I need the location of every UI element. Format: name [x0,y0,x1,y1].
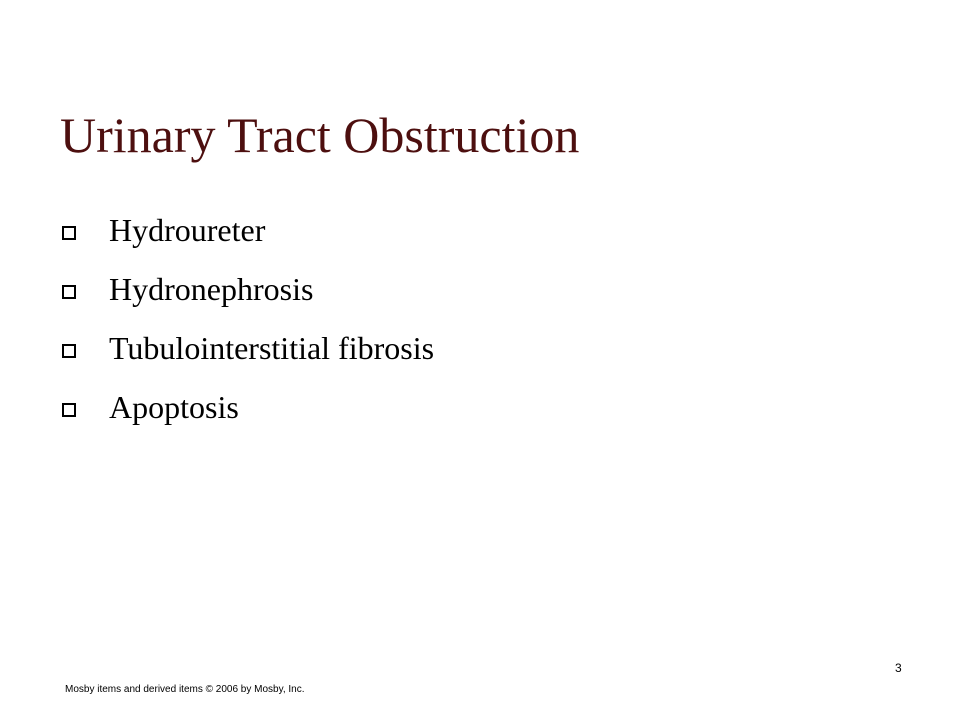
page-number: 3 [895,661,902,675]
bullet-list [62,200,434,436]
hollow-square-bullet-icon [62,226,76,240]
bullet-text: Hydroureter [109,211,266,248]
hollow-square-bullet-icon [62,344,76,358]
bullet-text: Hydronephrosis [109,270,314,307]
hollow-square-bullet-icon [62,285,76,299]
list-item [62,259,434,318]
bullet-text: Apoptosis [109,388,239,425]
list-item [62,318,434,377]
hollow-square-bullet-icon [62,403,76,417]
slide-title: Urinary Tract Obstruction [60,107,580,163]
copyright-footer: Mosby items and derived items © 2006 by Mosby, Inc. [65,684,305,695]
bullet-text: Tubulointerstitial fibrosis [109,329,435,366]
list-item [62,377,434,436]
list-item [62,200,434,259]
